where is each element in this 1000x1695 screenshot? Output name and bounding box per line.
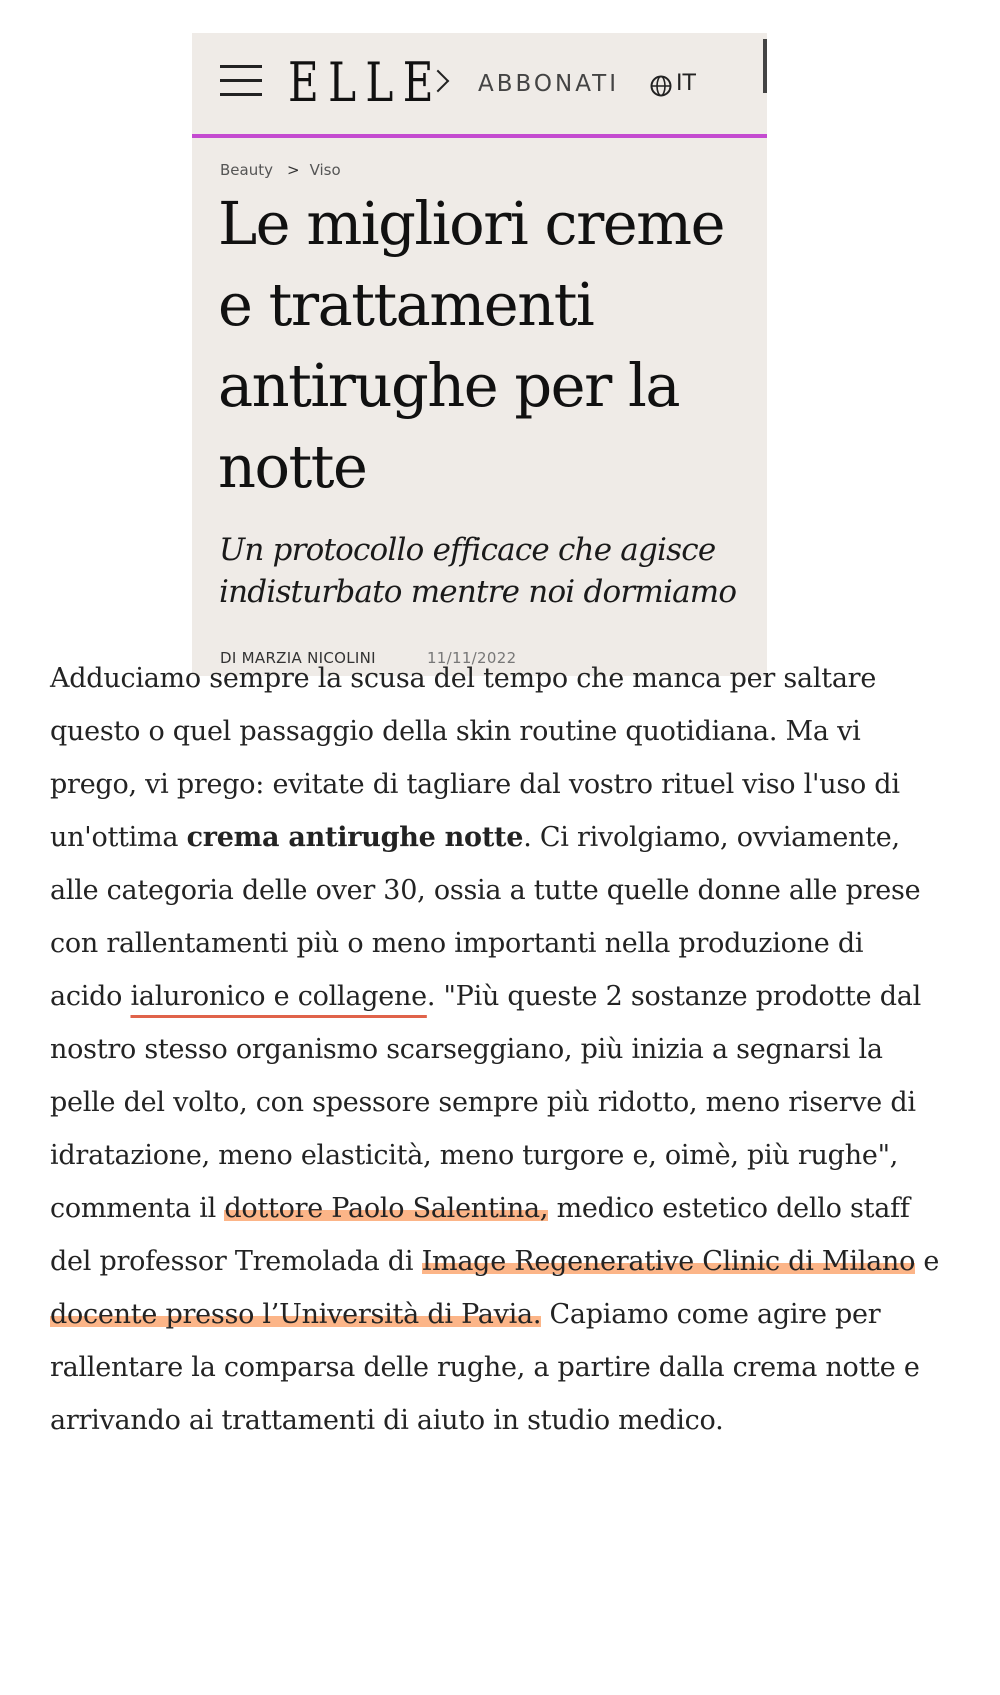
- article-title: Le migliori creme e trattamenti antirughe per la notte: [218, 189, 725, 501]
- highlight-clinic-name: Image Regenerative Clinic di Milano: [421, 1246, 916, 1277]
- bold-phrase: crema antirughe notte: [186, 822, 524, 853]
- hamburger-menu-icon[interactable]: [220, 61, 262, 101]
- body-text-2: . Ci rivolgiamo, ovviamente, alle categoria delle over 30, ossia a tutte quelle donne alle prese con rallentamenti più o meno importanti nella produzione di acido: [50, 822, 921, 1012]
- body-text-6: Capiamo come agire per rallentare la comparsa delle rughe, a partire dalla crema notte e arrivando ai trattamenti di aiuto in studio medico.: [50, 1299, 920, 1436]
- subscribe-link[interactable]: ABBONATI: [478, 71, 619, 97]
- breadcrumb-item-beauty[interactable]: Beauty: [220, 161, 273, 179]
- breadcrumb: [220, 161, 345, 179]
- article-subtitle: Un protocollo efficace che agisce indisturbato mentre noi dormiamo: [219, 532, 737, 610]
- article-header-card: [192, 33, 767, 676]
- article-body-paragraph: [50, 652, 940, 1447]
- highlight-university: docente presso l’Università di Pavia.: [50, 1299, 542, 1330]
- header-divider: [192, 134, 767, 138]
- highlight-doctor-name: dottore Paolo Salentina,: [224, 1193, 549, 1224]
- site-header: [192, 33, 767, 136]
- globe-icon[interactable]: [650, 75, 672, 97]
- elle-logo[interactable]: ELLE: [288, 51, 443, 114]
- body-text-4: medico estetico dello staff del professor Tremolada di: [50, 1193, 910, 1277]
- scrollbar[interactable]: [763, 39, 767, 93]
- breadcrumb-item-viso[interactable]: Viso: [309, 161, 341, 179]
- byline-prefix: DI: [220, 649, 237, 667]
- language-selector[interactable]: IT: [676, 71, 696, 96]
- body-text-5: e: [915, 1246, 940, 1277]
- publish-date: 11/11/2022: [426, 649, 517, 667]
- author-link[interactable]: MARZIA NICOLINI: [241, 649, 376, 667]
- breadcrumb-separator: >: [286, 161, 300, 179]
- body-text-1: Adduciamo sempre la scusa del tempo che manca per saltare questo o quel passaggio della skin routine quotidiana. Ma vi prego, vi prego: evitate di tagliare dal vostro rituel viso l'uso di un'ottima: [50, 663, 900, 853]
- body-text-3: . "Più queste 2 sostanze prodotte dal nostro stesso organismo scarseggiano, più inizia a segnarsi la pelle del volto, con spessore sempre più ridotto, meno riserve di idratazione, meno elasticità, meno turgore e, oimè, più rughe", commenta il: [50, 981, 921, 1224]
- link-ialuronico-collagene[interactable]: ialuronico e collagene: [130, 981, 427, 1012]
